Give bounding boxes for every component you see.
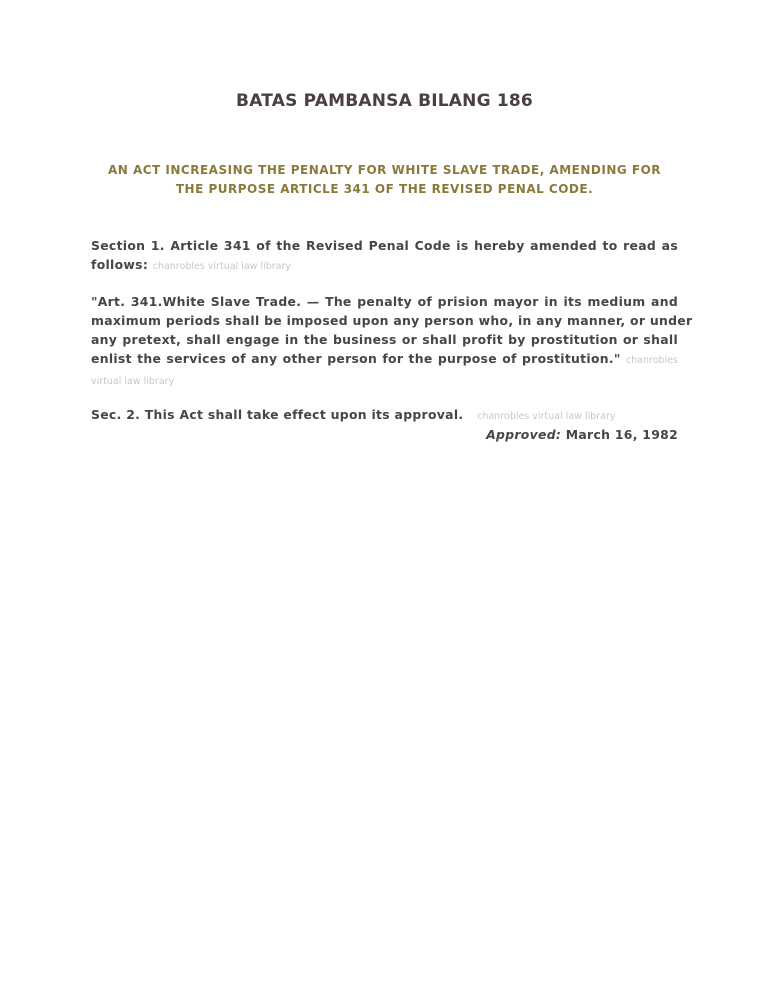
section-2-paragraph: [91, 405, 678, 426]
act-subtitle: [91, 161, 678, 199]
watermark-article-part-1: chanrobles: [625, 355, 678, 366]
section-2-text: Sec. 2. This Act shall take effect upon its approval.: [91, 407, 464, 422]
article-line-3: any pretext, shall engage in the business or shall profit by prostitution or shall: [91, 332, 678, 347]
document-title: BATAS PAMBANSA BILANG 186: [236, 91, 533, 111]
article-line-1: "Art. 341.White Slave Trade. — The penalty of prision mayor in its medium and: [91, 294, 678, 309]
approval-line: [486, 425, 678, 444]
act-subtitle-line-1: AN ACT INCREASING THE PENALTY FOR WHITE SLAVE TRADE, AMENDING FOR: [107, 163, 662, 177]
act-subtitle-line-2: THE PURPOSE ARTICLE 341 OF THE REVISED PENAL CODE.: [175, 182, 594, 196]
section-1-line-2-text: follows:: [91, 257, 149, 272]
approval-date: March 16, 1982: [565, 427, 678, 442]
section-1-paragraph: [91, 236, 678, 276]
section-1-line-1: Section 1. Article 341 of the Revised Penal Code is hereby amended to read as: [91, 238, 678, 253]
watermark-section-1: chanrobles virtual law library: [152, 261, 292, 272]
article-line-5: [91, 370, 678, 391]
watermark-article-part-2: virtual law library: [91, 376, 175, 387]
article-line-4: [91, 349, 678, 370]
section-2-line: [91, 405, 678, 426]
approved-label: Approved:: [486, 427, 562, 442]
article-line-2: maximum periods shall be imposed upon any person who, in any manner, or under: [91, 313, 693, 328]
article-line-4-text: enlist the services of any other person for the purpose of prostitution.": [91, 351, 621, 366]
watermark-section-2: chanrobles virtual law library: [477, 411, 616, 422]
article-341-paragraph: [91, 292, 693, 391]
section-1-line-2: [91, 255, 678, 276]
